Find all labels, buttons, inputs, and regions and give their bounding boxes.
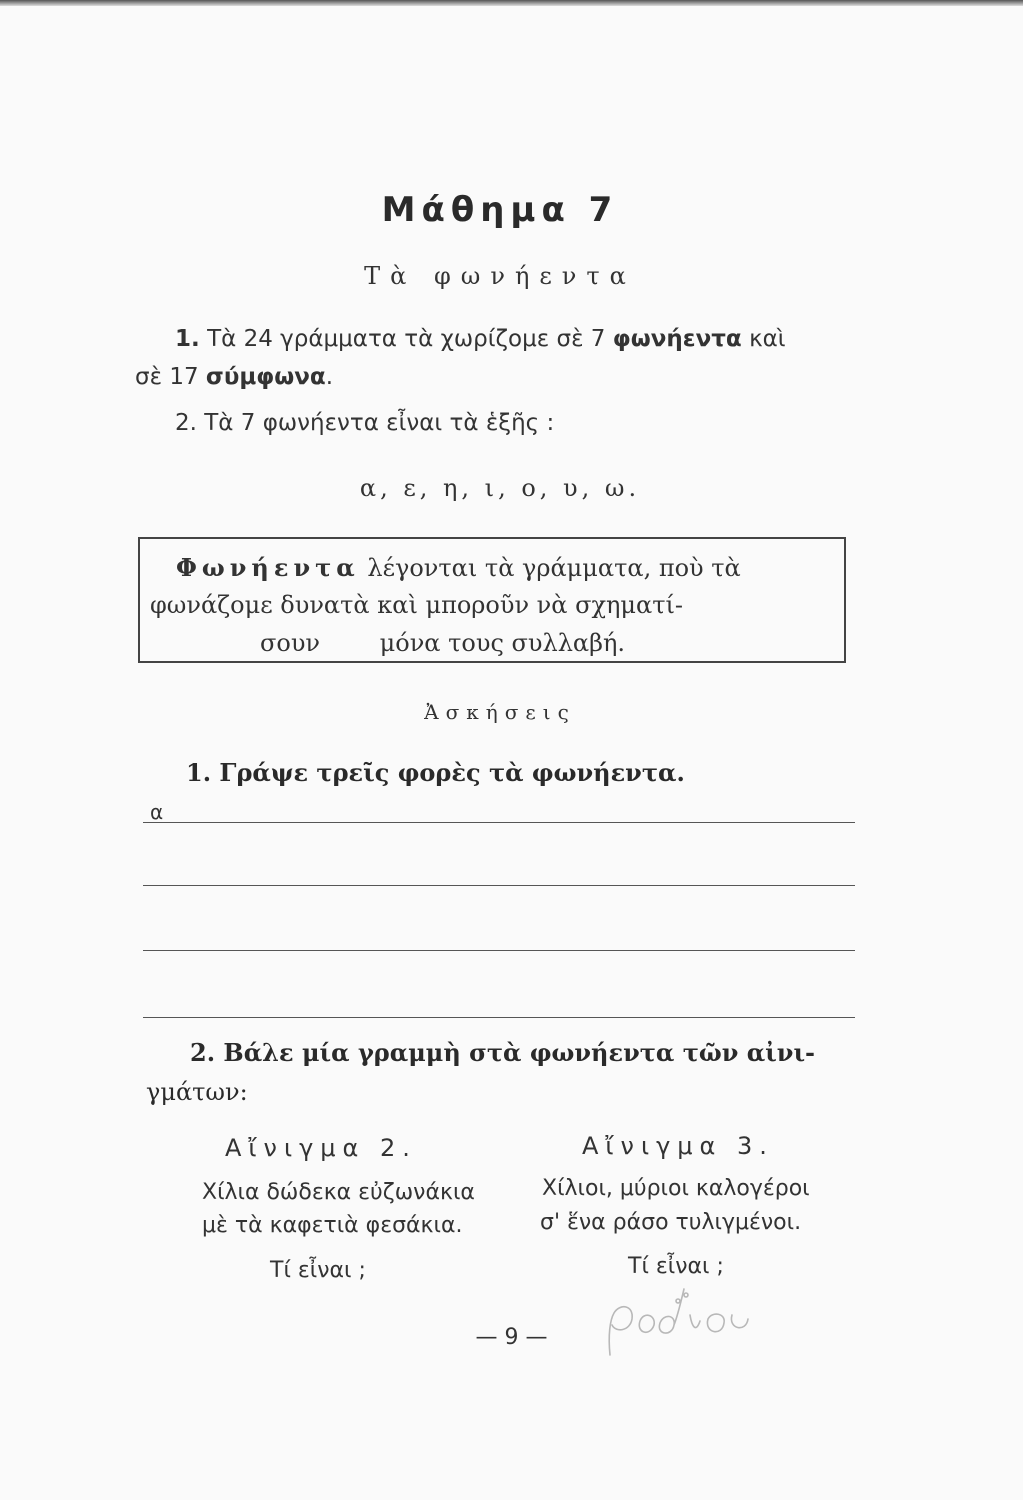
exercise-1-heading: 1. Γράψε τρεῖς φορὲς τὰ φωνήεντα. bbox=[186, 758, 685, 787]
term-vowels: φωνήεντα bbox=[612, 326, 742, 352]
paragraph-1-number: 1. bbox=[175, 326, 200, 352]
riddle-3-line-1: Χίλιοι, μύριοι καλογέροι bbox=[542, 1176, 810, 1201]
riddle-3-line-2: σ' ἕνα ράσο τυλιγμένοι. bbox=[540, 1210, 802, 1235]
lesson-subtitle: Τὰ φωνήεντα bbox=[364, 262, 636, 290]
term-consonants: σύμφωνα bbox=[205, 364, 326, 390]
lesson-title: Μάθημα 7 bbox=[381, 190, 619, 230]
vowels-list: α, ε, η, ι, ο, υ, ω. bbox=[359, 474, 641, 502]
handwritten-answer-scribble bbox=[600, 1275, 770, 1365]
handwritten-answer bbox=[600, 1275, 770, 1369]
definition-term: Φωνήεντα bbox=[176, 553, 360, 582]
riddle-2-line-2: μὲ τὰ καφετιὰ φεσάκια. bbox=[202, 1213, 463, 1238]
exercises-title: Ἀσκήσεις bbox=[424, 700, 576, 724]
riddle-2-line-1: Χίλια δώδεκα εὐζωνάκια bbox=[202, 1180, 475, 1205]
writing-line-2[interactable] bbox=[143, 885, 855, 886]
writing-line-1[interactable] bbox=[143, 822, 855, 823]
definition-box bbox=[138, 537, 846, 663]
riddle-2-question: Τί εἶναι ; bbox=[270, 1258, 366, 1283]
definition-line-1: Φωνήεντα λέγονται τὰ γράμματα, ποὺ τὰ bbox=[176, 553, 741, 582]
definition-line-2: φωνάζομε δυνατὰ καὶ μποροῦν νὰ σχηματί- bbox=[150, 591, 684, 619]
definition-line-3: σουν μόνα τους συλλαβή. bbox=[260, 629, 625, 657]
paragraph-1-line-2: σὲ 17 σύμφωνα. bbox=[135, 364, 334, 390]
riddle-2-title: Αἴνιγμα 2. bbox=[225, 1134, 417, 1162]
scan-edge bbox=[0, 0, 1023, 6]
exercise-2-line-2: γμάτων: bbox=[146, 1078, 248, 1106]
page-number: — 9 — bbox=[475, 1325, 548, 1350]
exercise-1-handwritten-alpha: α bbox=[150, 800, 164, 824]
writing-line-3[interactable] bbox=[143, 950, 855, 951]
riddle-3-title: Αἴνιγμα 3. bbox=[582, 1132, 774, 1160]
riddle-3-question: Τί εἶναι ; bbox=[628, 1254, 724, 1279]
exercise-2-line-1: 2. Βάλε μία γραμμὴ στὰ φωνήεντα τῶν αἰνι- bbox=[190, 1038, 816, 1067]
paragraph-2: 2. Τὰ 7 φωνήεντα εἶναι τὰ ἑξῆς : bbox=[175, 410, 555, 436]
writing-line-4[interactable] bbox=[143, 1017, 855, 1018]
paragraph-1-line-1: 1. Τὰ 24 γράμματα τὰ χωρίζομε σὲ 7 φωνήεντα καὶ bbox=[175, 326, 786, 352]
